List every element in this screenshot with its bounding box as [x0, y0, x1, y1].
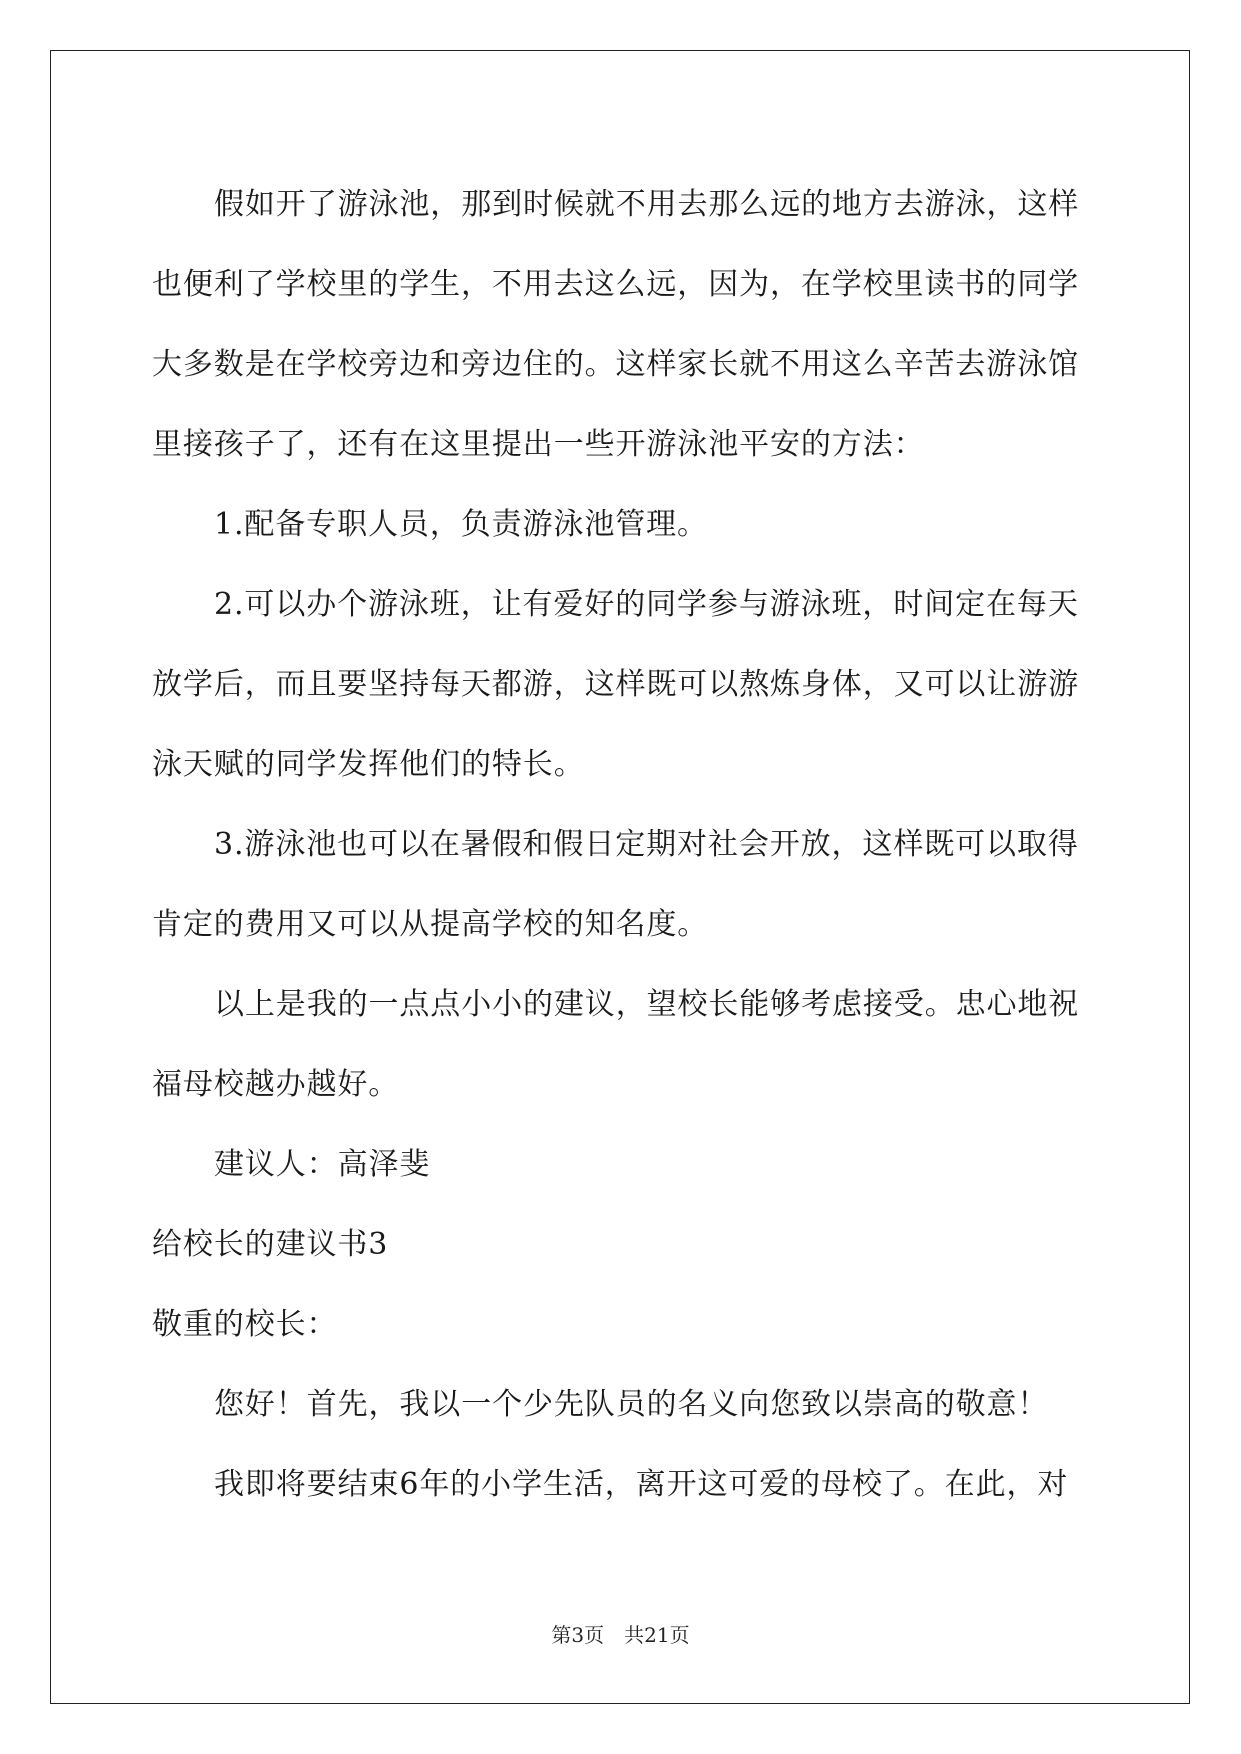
- letter-3-greeting: 您好！首先，我以一个少先队员的名义向您致以崇高的敬意！: [214, 1387, 1049, 1422]
- letter-3-opening: 我即将要结束6年的小学生活，离开这可爱的母校了。在此，对: [214, 1467, 1069, 1502]
- paragraph-suggestion-1: 1.配备专职人员，负责游泳池管理。: [214, 507, 708, 542]
- page-total: 共21页: [624, 1623, 690, 1647]
- paragraph-closing: 以上是我的一点点小小的建议，望校长能够考虑接受。忠心地祝福母校越办越好。: [152, 987, 1080, 1102]
- letter-3-title: 给校长的建议书3: [152, 1227, 389, 1262]
- paragraph-swimming-pool-benefits: 假如开了游泳池，那到时候就不用去那么远的地方去游泳，这样也便利了学校里的学生，不用去这么远，因为，在学校里读书的同学大多数是在学校旁边和旁边住的。这样家长就不用这么辛苦去游泳馆里接孩子了，还有在这里提出一些开游泳池平安的方法：: [152, 187, 1080, 462]
- paragraph-suggestion-3: 3.游泳池也可以在暑假和假日定期对社会开放，这样既可以取得肯定的费用又可以从提高学校的知名度。: [152, 827, 1079, 942]
- paragraph-suggestion-2: 2.可以办个游泳班，让有爱好的同学参与游泳班，时间定在每天放学后，而且要坚持每天都游，这样既可以熬炼身体，又可以让游游泳天赋的同学发挥他们的特长。: [152, 587, 1079, 782]
- page-footer: [0, 1622, 1241, 1648]
- signature-line: 建议人：高泽斐: [214, 1147, 431, 1182]
- page-number: 第3页: [551, 1623, 605, 1647]
- document-body: [152, 165, 1090, 1525]
- letter-3-salutation: 敬重的校长：: [152, 1307, 338, 1342]
